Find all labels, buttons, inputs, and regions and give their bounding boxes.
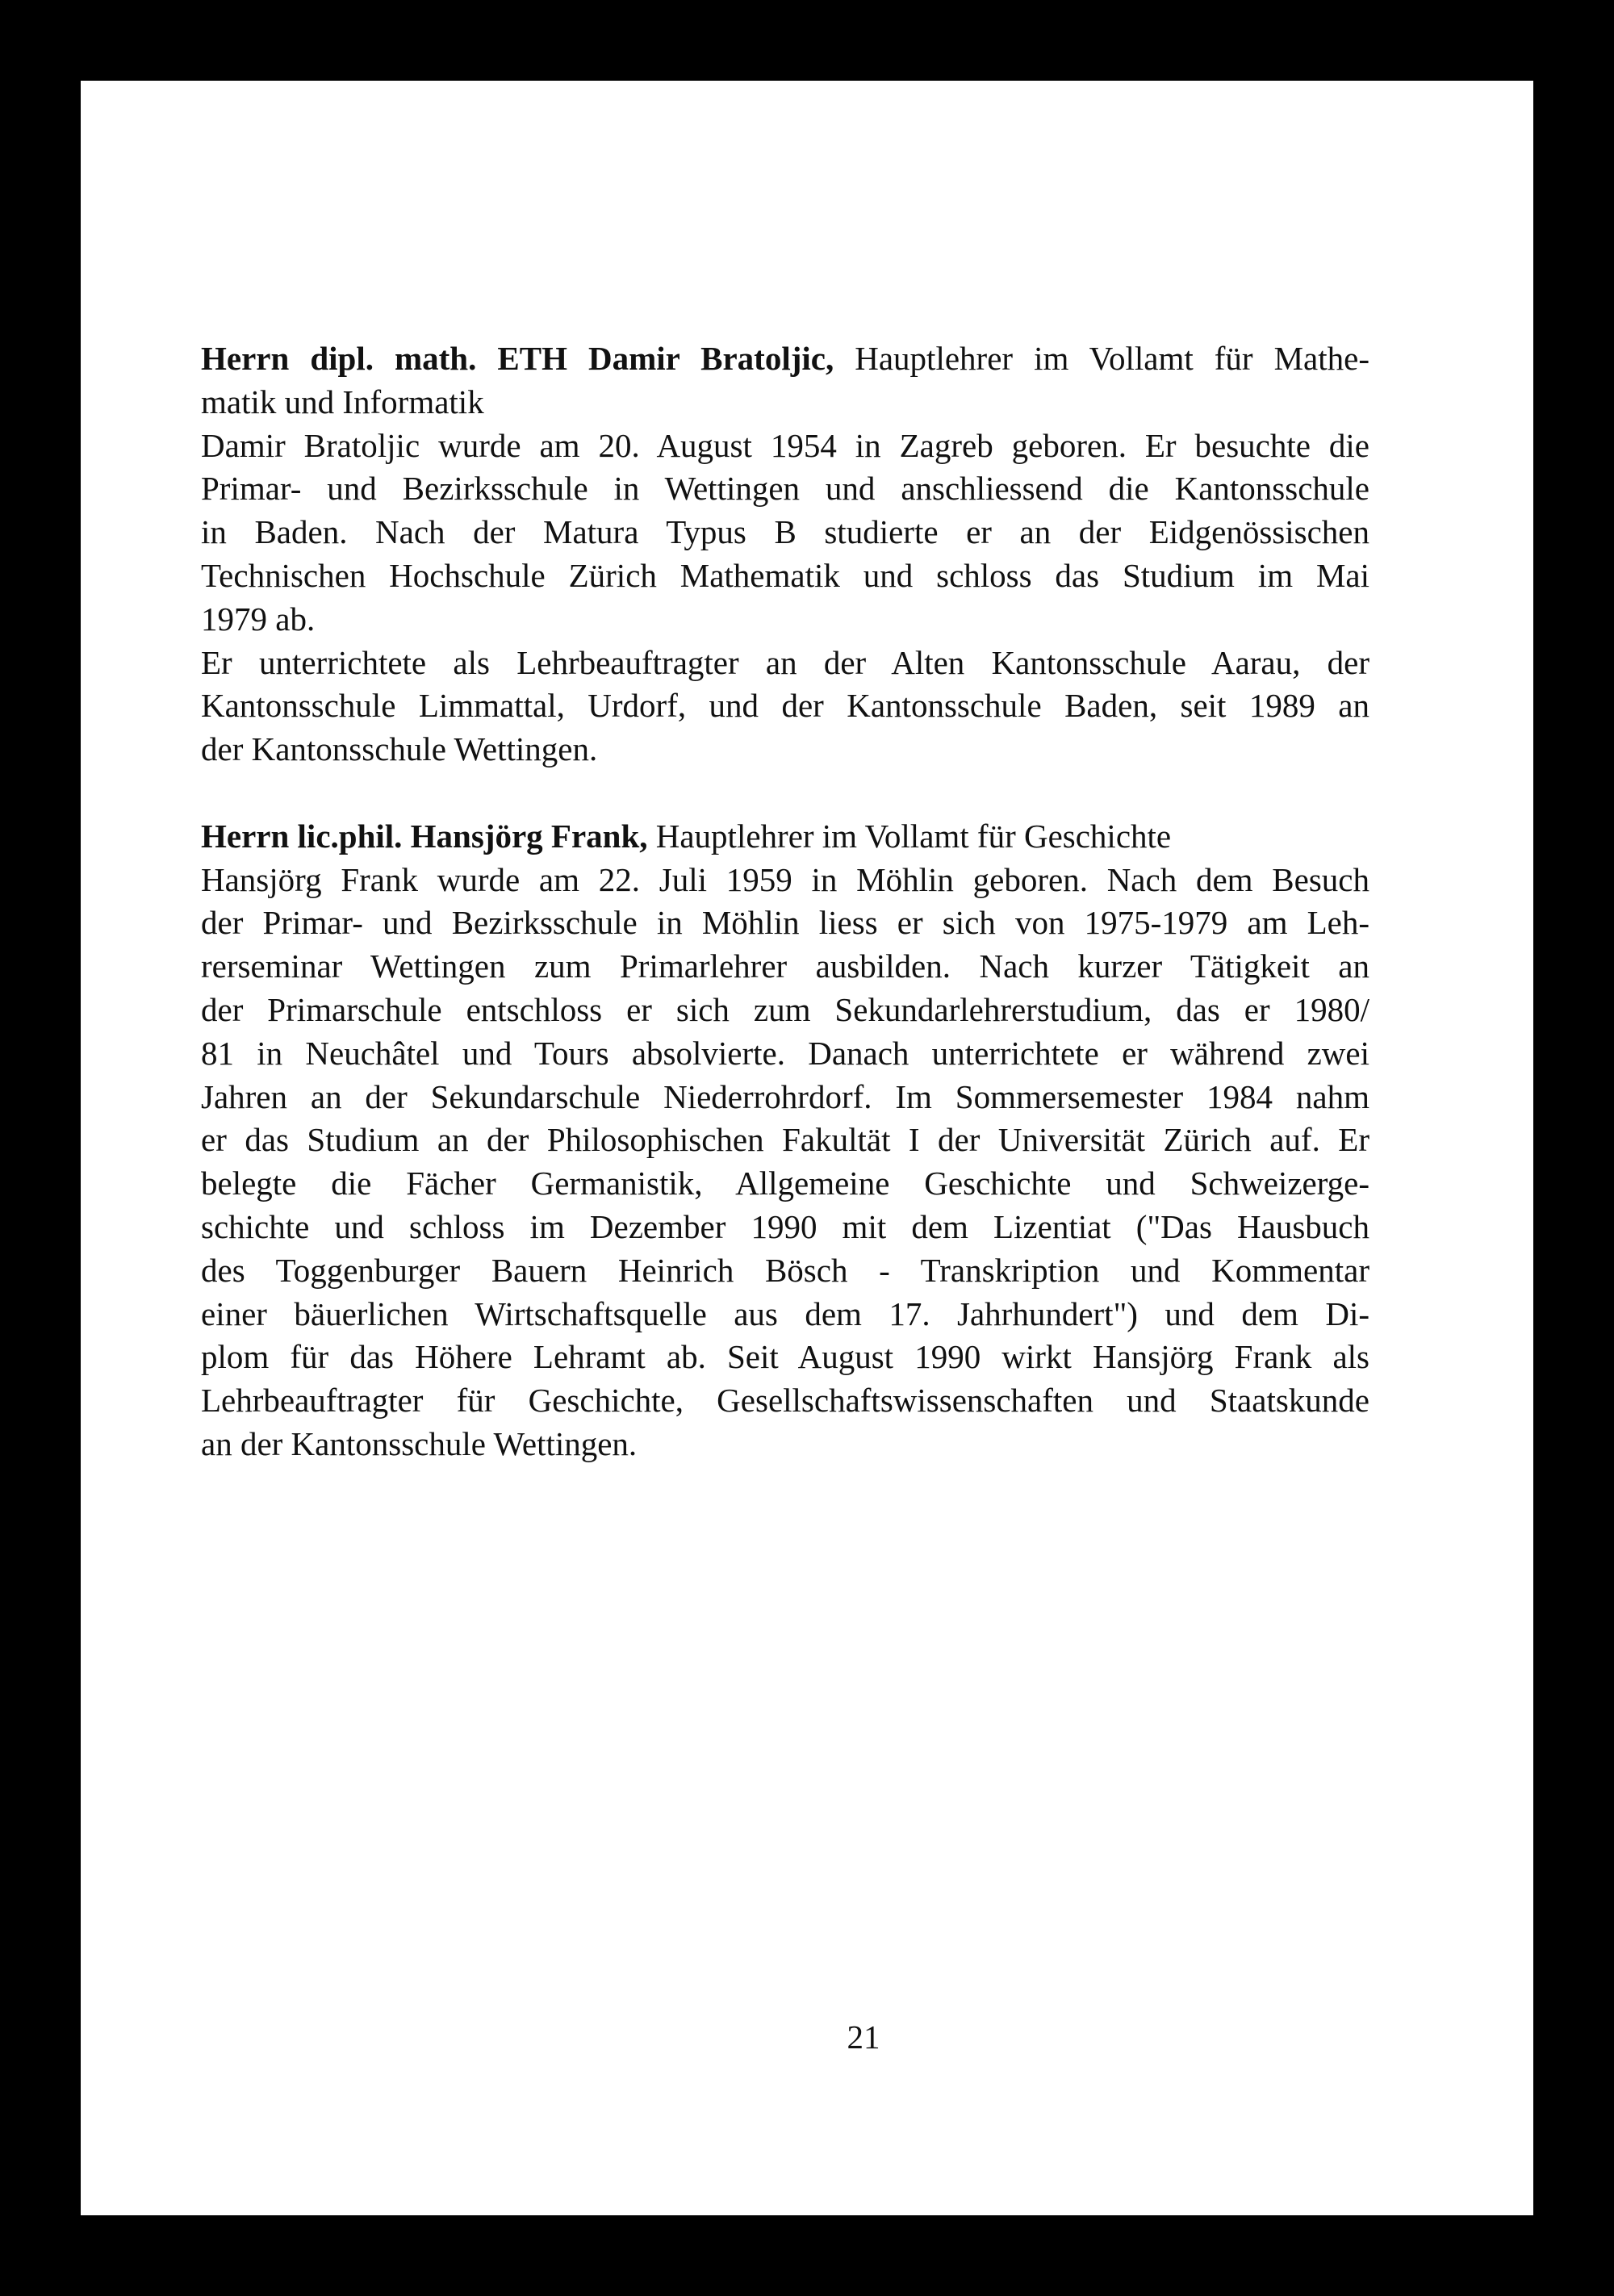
heading-name: Herrn lic.phil. Hansjörg Frank, xyxy=(201,817,648,855)
line-text: Damir Bratoljic wurde am 20. August 1954 in Zagreb geboren. Er besuchte die xyxy=(201,426,1369,464)
line-text: der Primar- und Bezirksschule in Möhlin liess er sich von 1975-1979 am Leh- xyxy=(201,904,1369,942)
line-text: plom für das Höhere Lehramt ab. Seit August 1990 wirkt Hansjörg Frank als xyxy=(201,1338,1369,1376)
text-line xyxy=(201,989,1369,1032)
line-text: Kantonsschule Limmattal, Urdorf, und der Kantonsschule Baden, seit 1989 an xyxy=(201,687,1369,725)
entry-paragraph xyxy=(201,859,1369,1466)
text-line xyxy=(201,642,1369,685)
text-line xyxy=(201,859,1369,902)
line-text: er das Studium an der Philosophischen Fakultät I der Universität Zürich auf. Er xyxy=(201,1121,1369,1159)
text-line xyxy=(201,424,1369,468)
text-line xyxy=(201,598,1369,642)
heading-name: Herrn dipl. math. ETH Damir Bratoljic, xyxy=(201,340,834,377)
text-line xyxy=(201,381,1369,424)
line-text: Primar- und Bezirksschule in Wettingen und anschliessend die Kantonsschule xyxy=(201,470,1369,508)
line-text: schichte und schloss im Dezember 1990 mit dem Lizentiat ("Das Hausbuch xyxy=(201,1207,1369,1245)
line-text: 1979 ab. xyxy=(201,600,316,638)
text-line xyxy=(201,467,1369,511)
line-text: Er unterrichtete als Lehrbeauftragter an der Alten Kantonsschule Aarau, der xyxy=(201,643,1369,681)
line-text: Technischen Hochschule Zürich Mathematik und schloss das Studium im Mai xyxy=(201,556,1369,594)
text-line xyxy=(201,1032,1369,1076)
text-line xyxy=(201,945,1369,989)
entry-separator xyxy=(201,772,1369,815)
text-line xyxy=(201,815,1369,859)
biography-entry xyxy=(201,815,1369,1466)
line-text: in Baden. Nach der Matura Typus B studierte er an der Eidgenössischen xyxy=(201,513,1369,551)
line-text: 81 in Neuchâtel und Tours absolvierte. Danach unterrichtete er während zwei xyxy=(201,1034,1369,1072)
text-line xyxy=(201,901,1369,945)
entry-paragraph xyxy=(201,424,1369,642)
page-number-text: 21 xyxy=(847,2018,880,2056)
line-text: einer bäuerlichen Wirtschaftsquelle aus dem 17. Jahrhundert") und dem Di- xyxy=(201,1294,1369,1332)
text-line xyxy=(201,1119,1369,1162)
text-line xyxy=(201,1162,1369,1206)
entry-paragraph xyxy=(201,642,1369,772)
line-text: belegte die Fächer Germanistik, Allgemeine Geschichte und Schweizerge- xyxy=(201,1165,1369,1202)
document-page xyxy=(81,81,1533,2215)
entry-heading xyxy=(201,815,1369,859)
text-line xyxy=(201,1249,1369,1293)
line-text: Hauptlehrer im Vollamt für Geschichte xyxy=(647,817,1172,855)
text-line xyxy=(201,1076,1369,1119)
line-text: der Primarschule entschloss er sich zum Sekundarlehrerstudium, das er 1980/ xyxy=(201,990,1369,1028)
document-body xyxy=(201,337,1369,1466)
text-line xyxy=(201,1336,1369,1379)
text-line xyxy=(201,1423,1369,1466)
text-line xyxy=(201,554,1369,598)
line-text: des Toggenburger Bauern Heinrich Bösch - Transkription und Kommentar xyxy=(201,1251,1369,1289)
line-text: Hansjörg Frank wurde am 22. Juli 1959 in Möhlin geboren. Nach dem Besuch xyxy=(201,860,1369,898)
line-text: an der Kantonsschule Wettingen. xyxy=(201,1424,638,1462)
entry-heading xyxy=(201,337,1369,424)
text-line xyxy=(201,337,1369,381)
text-line xyxy=(201,511,1369,554)
page-number xyxy=(81,2018,1533,2056)
line-text: Jahren an der Sekundarschule Niederrohrdorf. Im Sommersemester 1984 nahm xyxy=(201,1077,1369,1115)
text-line xyxy=(201,1379,1369,1423)
line-text: matik und Informatik xyxy=(201,383,484,420)
text-line xyxy=(201,1206,1369,1249)
text-line xyxy=(201,728,1369,772)
line-text: Hauptlehrer im Vollamt für Mathe- xyxy=(834,340,1369,377)
text-line xyxy=(201,684,1369,728)
line-text: rerseminar Wettingen zum Primarlehrer ausbilden. Nach kurzer Tätigkeit an xyxy=(201,947,1369,985)
text-line xyxy=(201,1293,1369,1336)
line-text: der Kantonsschule Wettingen. xyxy=(201,730,598,768)
biography-entry xyxy=(201,337,1369,772)
line-text: Lehrbeauftragter für Geschichte, Gesellschaftswissenschaften und Staatskunde xyxy=(201,1382,1369,1420)
